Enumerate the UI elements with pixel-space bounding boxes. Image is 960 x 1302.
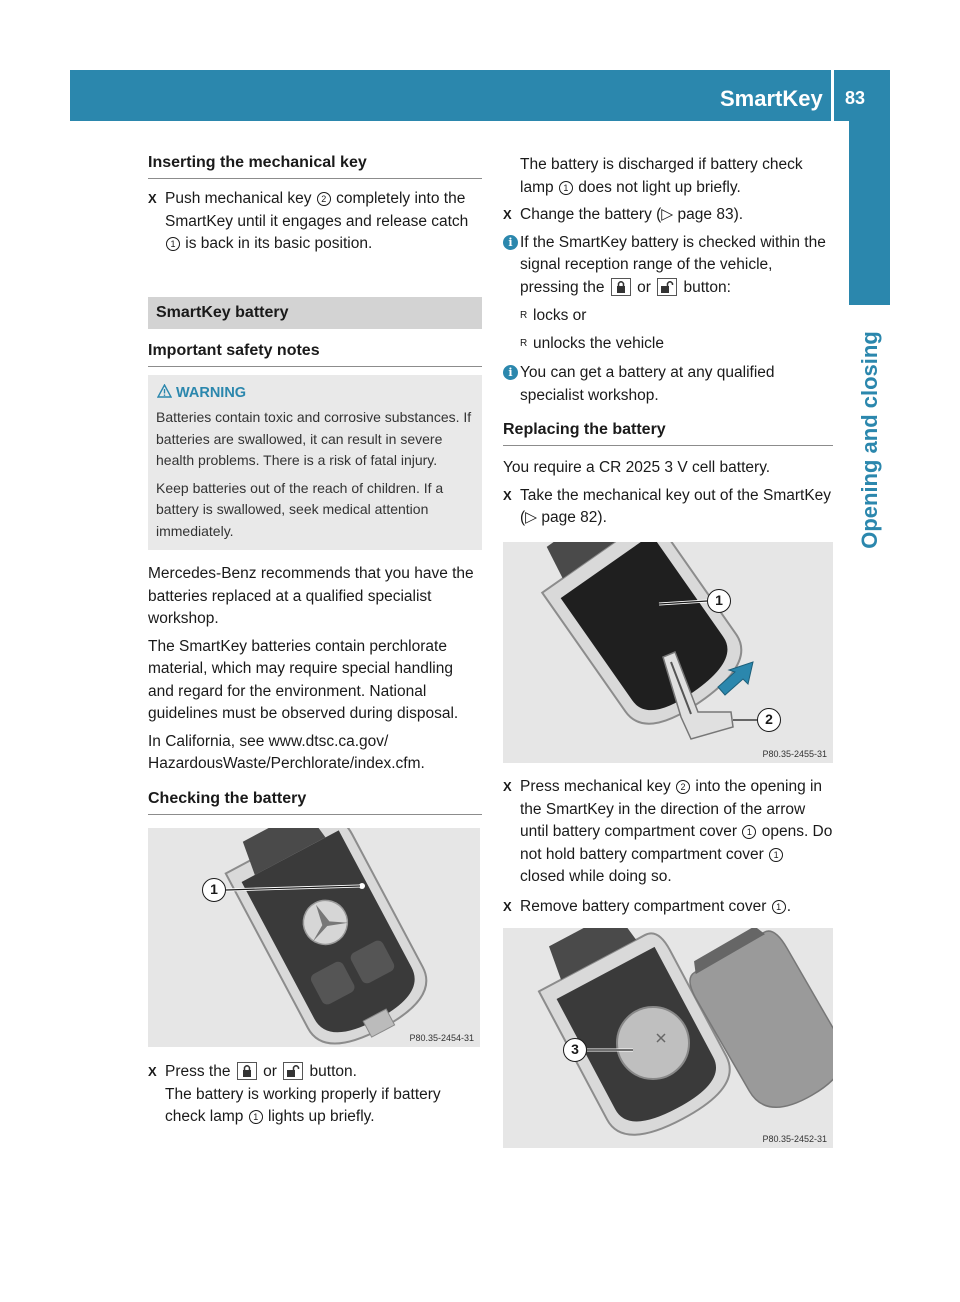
warning-title: WARNING [156,385,474,401]
step-marker-icon: X [503,898,512,914]
header-title: SmartKey [720,86,823,111]
figure-check-lamp [148,828,480,1047]
callout-1: 1 [707,589,731,613]
step-change-battery: X Change the battery (▷ page 83). [503,204,833,227]
text-california: In California, see www.dtsc.ca.gov/ HazardousWaste/Perchlorate/index.cfm. [148,732,425,772]
info-icon: i [503,235,518,250]
warning-text-1: Batteries contain toxic and corrosive substances. If batteries are swallowed, it can result in severe health problems. There is a risk of fatal injury. [156,409,472,468]
figure-code: P80.35-2455-31 [762,749,827,759]
figure-open-cover [503,542,833,763]
warning-triangle-icon [157,384,172,402]
callout-ref: 2 [317,192,331,206]
smartkey-open-illustration [503,542,833,763]
lock-button-icon [237,1062,257,1080]
heading-replacing: Replacing the battery [503,421,833,446]
callout-ref: 1 [559,181,573,195]
callout-1: 1 [202,878,226,902]
bullet-locks: R locks or [520,307,587,324]
callout-ref: 1 [166,237,180,251]
info-icon: i [503,365,518,380]
figure-battery-compartment [503,928,833,1148]
heading-safety: Important safety notes [148,342,482,367]
callout-ref: 1 [769,848,783,862]
page-number: 83 [845,88,866,108]
warning-box [148,375,482,550]
step-take-key-out: X Take the mechanical key out of the SmartKey (▷ page 82). [503,486,832,526]
bullet-unlocks: R unlocks the vehicle [520,334,664,352]
step-marker-icon: X [503,207,512,222]
text-discharged: The battery is discharged if battery check lamp 1 does not light up briefly. [520,156,803,196]
step-press-button: X Press the or button. The battery is working properly if battery check lamp 1 lights up briefly. [148,1063,441,1125]
info-signal-range: i If the SmartKey battery is checked within the signal reception range of the vehicle, pressing the or button: [503,232,833,300]
figure-code: P80.35-2454-31 [409,1033,474,1043]
side-tab [849,121,890,305]
side-tab-label: Opening and closing [857,330,882,549]
callout-2: 2 [757,708,781,732]
step-marker-icon: X [148,1064,157,1079]
smartkey-battery-illustration [503,928,833,1148]
figure-code: P80.35-2452-31 [762,1134,827,1144]
check-step-block [148,1061,482,1129]
battery-section [148,297,482,815]
callout-ref: 1 [742,825,756,839]
step-marker-icon: X [148,191,157,206]
text-perchlorate: The SmartKey batteries contain perchlorate material, which may require special handling and regard for the environment. National guidelines must be observed during disposal. [148,637,459,722]
right-steps-block [503,776,833,918]
callout-ref: 1 [249,1110,263,1124]
heading-inserting: Inserting the mechanical key [148,154,482,179]
text-require-battery: You require a CR 2025 3 V cell battery. [503,459,771,476]
unlock-button-icon [283,1062,303,1080]
text-recommend: Mercedes-Benz recommends that you have the batteries replaced at a qualified specialist workshop. [148,565,474,627]
lock-button-icon [611,278,631,296]
callout-ref: 1 [772,900,786,914]
unlock-button-icon [657,278,677,296]
callout-3: 3 [563,1038,587,1062]
info-workshop: i You can get a battery at any qualified specialist workshop. [503,362,833,407]
left-column [148,154,482,256]
step-remove-cover: X Remove battery compartment cover 1 . [503,896,833,919]
step-insert-key: X Push mechanical key 2 completely into the SmartKey until it engages and release catch 1 is back in its basic position. [148,190,469,252]
step-press-mechanical-key: X Press mechanical key 2 into the opening in the SmartKey in the direction of the arrow until battery compartment cover 1 opens. Do not hold battery compartment cover 1 closed while doing so. [503,778,833,885]
heading-checking: Checking the battery [148,790,482,815]
section-title-battery: SmartKey battery [148,297,482,329]
right-column [503,154,833,530]
callout-ref: 2 [676,780,690,794]
header-separator [831,70,834,121]
step-marker-icon: X [503,487,512,503]
warning-text-2: Keep batteries out of the reach of children. If a battery is swallowed, seek medical attention immediately. [156,479,444,539]
step-marker-icon: X [503,779,512,794]
